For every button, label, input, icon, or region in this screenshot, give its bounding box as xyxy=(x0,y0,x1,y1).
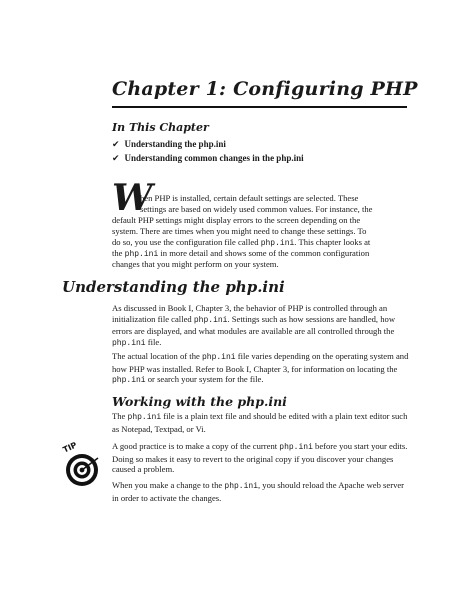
subsection-heading: Working with the php.ini xyxy=(112,394,287,409)
chapter-topic-item: ✔ Understanding common changes in the php.ini xyxy=(112,153,304,163)
intro-paragraph-line: settings are based on widely used common values. For instance, the xyxy=(140,204,373,214)
body-paragraph: As discussed in Book I, Chapter 3, the behavior of PHP is controlled through an initialization file called php.ini. Settings such as how sessions are handled, how errors are displayed, and what modules are available are all controlled through the php.ini file. xyxy=(112,303,396,348)
tip-label: TIP xyxy=(61,440,79,455)
chapter-title: Chapter 1: Configuring PHP xyxy=(112,78,418,100)
chapter-title-rule xyxy=(112,106,407,108)
section-heading: Understanding the php.ini xyxy=(62,278,285,296)
intro-paragraph-line: default PHP settings might display errors to the screen depending on the xyxy=(112,215,361,225)
in-this-chapter-heading: In This Chapter xyxy=(112,121,209,134)
body-paragraph: The php.ini file is a plain text file and should be edited with a plain text editor such as Notepad, Textpad, or Vi. xyxy=(112,411,408,434)
body-paragraph: When you make a change to the php.ini, you should reload the Apache web server in order to activate the changes. xyxy=(112,480,405,503)
body-paragraph: The actual location of the php.ini file varies depending on the operating system and how PHP was installed. Refer to Book I, Chapter 3, for information on locating the php.ini or search your system for the file. xyxy=(112,351,409,386)
checkmark-icon: ✔ xyxy=(112,139,120,149)
tip-paragraph: A good practice is to make a copy of the current php.ini before you start your edits. Doing so makes it easy to revert to the original copy if you discover your changes caused a problem. xyxy=(112,441,408,475)
tip-target-icon xyxy=(60,436,102,492)
intro-paragraph-line: changes that you might perform on your system. xyxy=(112,259,279,269)
intro-paragraph-line: do so, you use the configuration file called php.ini. This chapter looks at xyxy=(112,237,371,248)
intro-paragraph-line: the php.ini in more detail and shows some of the common configuration xyxy=(112,248,370,259)
intro-paragraph-line: system. There are times when you might need to change these settings. To xyxy=(112,226,367,236)
drop-cap: W xyxy=(112,177,153,219)
intro-paragraph-line: hen PHP is installed, certain default settings are selected. These xyxy=(140,193,359,203)
chapter-topic-item: ✔ Understanding the php.ini xyxy=(112,139,226,149)
checkmark-icon: ✔ xyxy=(112,153,120,163)
